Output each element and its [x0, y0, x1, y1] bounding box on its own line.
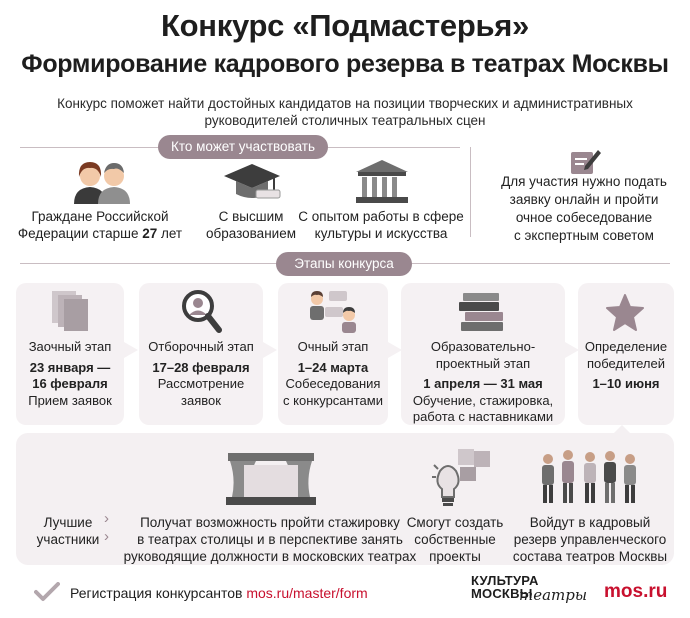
books-icon [457, 289, 509, 333]
result-reserve: Войдут в кадровый резерв управленческого состава театров Москвы [512, 515, 668, 564]
mos-ru-logo[interactable]: mos.ru [604, 581, 668, 602]
interview-icon [305, 289, 361, 333]
section-heading-stages: Этапы конкурса [276, 252, 412, 276]
chevron-right-icon: › [104, 510, 109, 527]
results-label: Лучшие участники [36, 515, 100, 547]
culture-logo: КУЛЬТУРА МОСКВЫ театры [471, 573, 588, 604]
documents-icon [48, 289, 90, 333]
people-icon [68, 158, 134, 204]
result-internship: Получат возможность пройти стажировку в театрах столицы и в перспективе занять руководящие должности в московских театрах [123, 515, 417, 564]
stage-4-text: Образовательно- проектный этап 1 апреля — 31 мая Обучение, стажировка, работа с наставниками [412, 339, 554, 424]
participant-experience: С опытом работы в сфере культуры и искусства [298, 209, 464, 241]
checkmark-icon [34, 582, 60, 602]
pencil-form-icon [568, 146, 602, 176]
chevron-right-icon [386, 340, 404, 360]
registration-line [70, 585, 368, 601]
participation-note: Для участия нужно подать заявку онлайн и пройти очное собеседование с экспертным советом [501, 174, 667, 243]
magnifier-person-icon [180, 288, 222, 334]
chevron-right-icon [261, 340, 279, 360]
divider-vertical [470, 147, 471, 237]
participant-education: С высшим образованием [206, 209, 296, 241]
theater-building-icon [354, 158, 410, 204]
lightbulb-puzzle-icon [430, 447, 494, 509]
chevron-right-icon: › [104, 528, 109, 545]
page-description: Конкурс поможет найти достойных кандидатов на позиции творческих и административных руководителей столичных театральных сцен [57, 96, 633, 128]
participant-citizens: Граждане Российской Федерации старше 27 лет [17, 209, 183, 241]
stage-curtain-icon [226, 451, 316, 507]
graduation-cap-icon [222, 160, 282, 204]
star-icon [605, 294, 645, 332]
chevron-right-icon [563, 340, 581, 360]
stage-3-text: Очный этап 1–24 марта Собеседования с конкурсантами [283, 339, 383, 408]
result-projects: Смогут создать собственные проекты [406, 515, 504, 564]
page-subtitle: Формирование кадрового резерва в театрах Москвы [21, 50, 669, 78]
stage-5-text: Определение победителей 1–10 июня [584, 339, 668, 391]
team-people-icon [536, 447, 646, 505]
stage-2-text: Отборочный этап 17–28 февраля Рассмотрение заявок [148, 339, 254, 408]
registration-text: Регистрация конкурсантов [70, 585, 247, 601]
registration-link[interactable]: mos.ru/master/form [246, 585, 368, 601]
page-title: Конкурс «Подмастерья» [161, 8, 529, 43]
chevron-right-icon [122, 340, 140, 360]
panel-pointer [610, 425, 634, 437]
section-heading-participants: Кто может участвовать [158, 135, 328, 159]
stage-1-text: Заочный этап 23 января — 16 февраля Прием заявок [28, 339, 112, 408]
